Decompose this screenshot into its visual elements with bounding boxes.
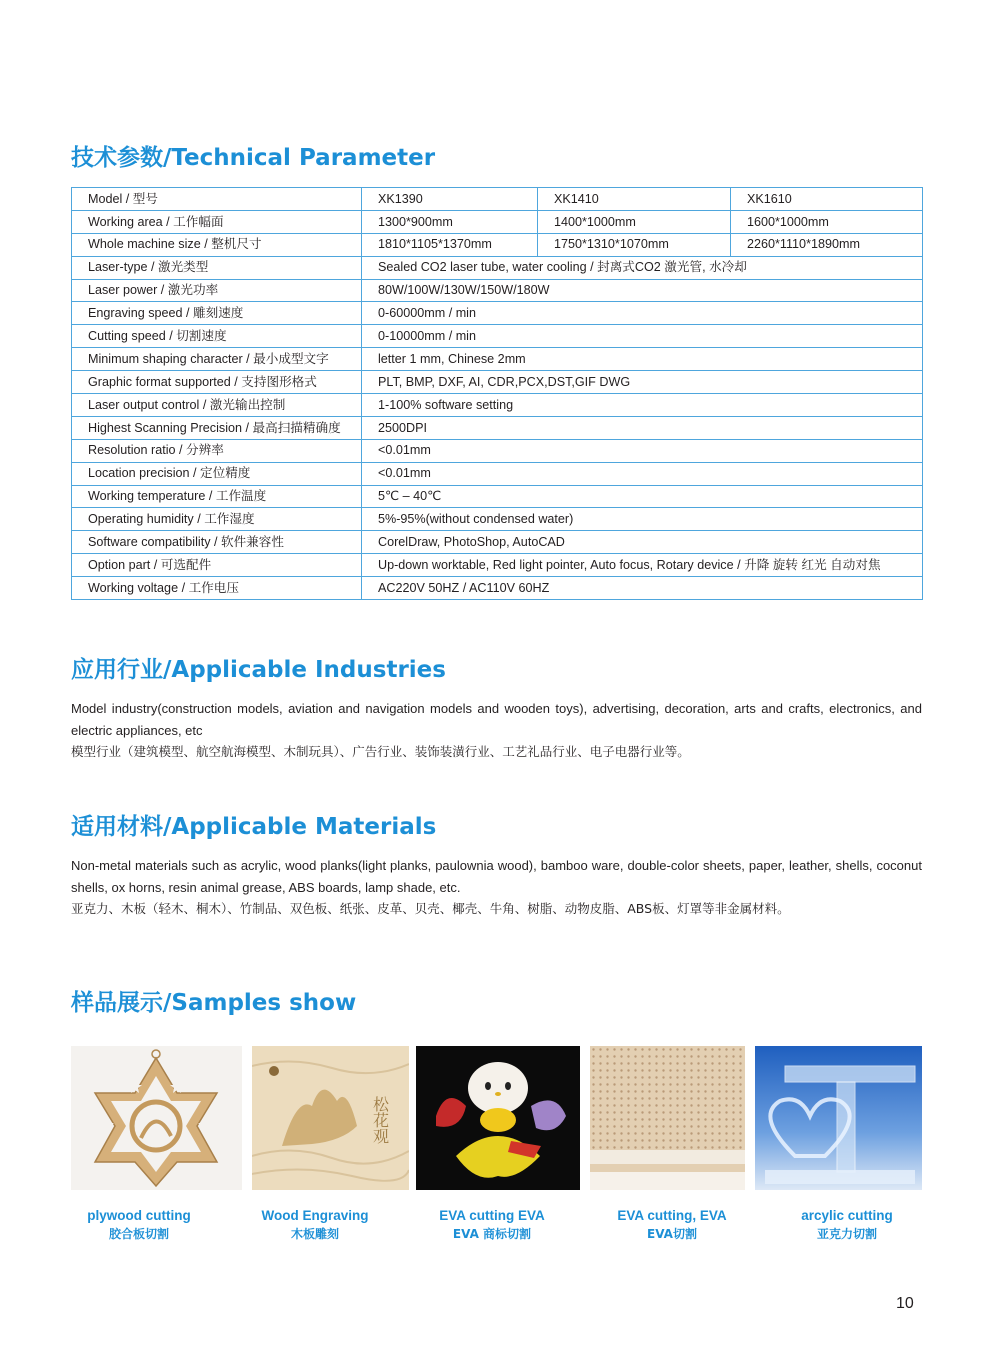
table-row [72, 371, 923, 394]
parameter-name-cell: Graphic format supported / 支持图形格式 [72, 371, 362, 394]
parameter-name-cell: Highest Scanning Precision / 最高扫描精确度 [72, 416, 362, 439]
materials-title: 适用材料/Applicable Materials [71, 814, 437, 840]
eva-cutting-photo [590, 1046, 745, 1190]
parameter-name-cell: Working voltage / 工作电压 [72, 577, 362, 600]
parameter-value-cell: XK1610 [731, 188, 923, 211]
table-row [72, 416, 923, 439]
parameter-value-cell: AC220V 50HZ / AC110V 60HZ [362, 577, 923, 600]
sample-caption-cn: 亚克力切割 [816, 1227, 877, 1241]
sample-caption-cn: EVA切割 [647, 1227, 697, 1241]
sample-caption-cn: 木板雕刻 [290, 1227, 339, 1241]
parameter-name-cell: Minimum shaping character / 最小成型文字 [72, 348, 362, 371]
samples-title: 样品展示/Samples show [71, 990, 357, 1016]
page-number: 10 [896, 1295, 914, 1312]
plywood-cutting-photo [71, 1046, 242, 1190]
sample-caption-en: arcylic cutting [801, 1208, 893, 1223]
parameter-value-cell: 1810*1105*1370mm [362, 233, 538, 256]
parameter-value-cell: 5%-95%(without condensed water) [362, 508, 923, 531]
table-row [72, 279, 923, 302]
table-row [72, 348, 923, 371]
wood-engraving-photo [252, 1046, 409, 1190]
parameter-value-cell: 1750*1310*1070mm [538, 233, 731, 256]
sample-caption-en: plywood cutting [87, 1208, 191, 1223]
table-row [72, 462, 923, 485]
table-row [72, 233, 923, 256]
parameter-name-cell: Engraving speed / 雕刻速度 [72, 302, 362, 325]
wood-engraving-text: 松花观 [370, 1096, 390, 1144]
table-row [72, 577, 923, 600]
table-row [72, 531, 923, 554]
parameter-value-cell: 1300*900mm [362, 210, 538, 233]
parameter-value-cell: 0-10000mm / min [362, 325, 923, 348]
table-row [72, 325, 923, 348]
sample-caption-en: EVA cutting, EVA [617, 1208, 727, 1223]
table-row [72, 554, 923, 577]
table-row [72, 508, 923, 531]
sample-caption-4 [590, 1206, 754, 1244]
parameter-value-cell: 0-60000mm / min [362, 302, 923, 325]
parameter-name-cell: Laser output control / 激光输出控制 [72, 394, 362, 417]
parameter-value-cell: Up-down worktable, Red light pointer, Auto focus, Rotary device / 升降 旋转 红光 自动对焦 [362, 554, 923, 577]
parameter-name-cell: Operating humidity / 工作湿度 [72, 508, 362, 531]
parameter-value-cell: 1600*1000mm [731, 210, 923, 233]
parameter-value-cell: letter 1 mm, Chinese 2mm [362, 348, 923, 371]
parameter-value-cell: XK1390 [362, 188, 538, 211]
sample-caption-3 [416, 1206, 568, 1244]
table-row [72, 394, 923, 417]
parameter-value-cell: XK1410 [538, 188, 731, 211]
sample-caption-2 [252, 1206, 378, 1244]
sample-caption-cn: EVA 商标切割 [452, 1227, 532, 1241]
parameter-value-cell: 2500DPI [362, 416, 923, 439]
parameter-value-cell: 1400*1000mm [538, 210, 731, 233]
parameter-name-cell: Resolution ratio / 分辨率 [72, 439, 362, 462]
industries-text-cn: 模型行业（建筑模型、航空航海模型、木制玩具）、广告行业、装饰装潢行业、工艺礼品行业、电子电器行业等。 [71, 744, 690, 759]
table-row [72, 485, 923, 508]
parameter-value-cell: PLT, BMP, DXF, AI, CDR,PCX,DST,GIF DWG [362, 371, 923, 394]
parameter-name-cell: Software compatibility / 软件兼容性 [72, 531, 362, 554]
sample-caption-cn: 胶合板切割 [108, 1227, 169, 1241]
sample-caption-5 [755, 1206, 939, 1244]
parameter-value-cell: CorelDraw, PhotoShop, AutoCAD [362, 531, 923, 554]
technical-parameter-table [71, 187, 923, 600]
table-row [72, 302, 923, 325]
table-row [72, 188, 923, 211]
parameter-name-cell: Location precision / 定位精度 [72, 462, 362, 485]
parameter-name-cell: Working area / 工作幅面 [72, 210, 362, 233]
materials-text-en: Non-metal materials such as acrylic, wood planks(light planks, paulownia wood), bamboo ware, double-color sheets, paper, leather, shells, coconut shells, ox horns, resin animal grease, ABS boards, lamp shade, etc. [71, 858, 922, 895]
sample-caption-en: EVA cutting EVA [439, 1208, 545, 1223]
parameter-name-cell: Laser power / 激光功率 [72, 279, 362, 302]
industries-text-en: Model industry(construction models, aviation and navigation models and wooden toys), advertising, decoration, arts and crafts, electronics, and electric appliances, etc [71, 701, 922, 738]
sample-caption-1 [71, 1206, 207, 1244]
parameter-value-cell: 1-100% software setting [362, 394, 923, 417]
parameter-value-cell: 80W/100W/130W/150W/180W [362, 279, 923, 302]
materials-text-cn: 亚克力、木板（轻木、桐木）、竹制品、双色板、纸张、皮革、贝壳、椰壳、牛角、树脂、动物皮脂、ABS板、灯罩等非金属材料。 [71, 901, 790, 916]
parameter-value-cell: <0.01mm [362, 462, 923, 485]
parameter-value-cell: Sealed CO2 laser tube, water cooling / 封离式CO2 激光管, 水冷却 [362, 256, 923, 279]
parameter-value-cell: <0.01mm [362, 439, 923, 462]
parameter-name-cell: Working temperature / 工作温度 [72, 485, 362, 508]
technical-title: 技术参数/Technical Parameter [71, 145, 436, 171]
parameter-name-cell: Cutting speed / 切割速度 [72, 325, 362, 348]
table-row [72, 210, 923, 233]
industries-title: 应用行业/Applicable Industries [71, 657, 446, 683]
parameter-name-cell: Model / 型号 [72, 188, 362, 211]
parameter-value-cell: 2260*1110*1890mm [731, 233, 923, 256]
parameter-name-cell: Laser-type / 激光类型 [72, 256, 362, 279]
parameter-name-cell: Option part / 可选配件 [72, 554, 362, 577]
table-row [72, 439, 923, 462]
parameter-value-cell: 5℃ – 40℃ [362, 485, 923, 508]
parameter-name-cell: Whole machine size / 整机尺寸 [72, 233, 362, 256]
acrylic-cutting-photo [755, 1046, 922, 1190]
eva-logo-photo [416, 1046, 580, 1190]
table-row [72, 256, 923, 279]
sample-caption-en: Wood Engraving [261, 1208, 369, 1223]
